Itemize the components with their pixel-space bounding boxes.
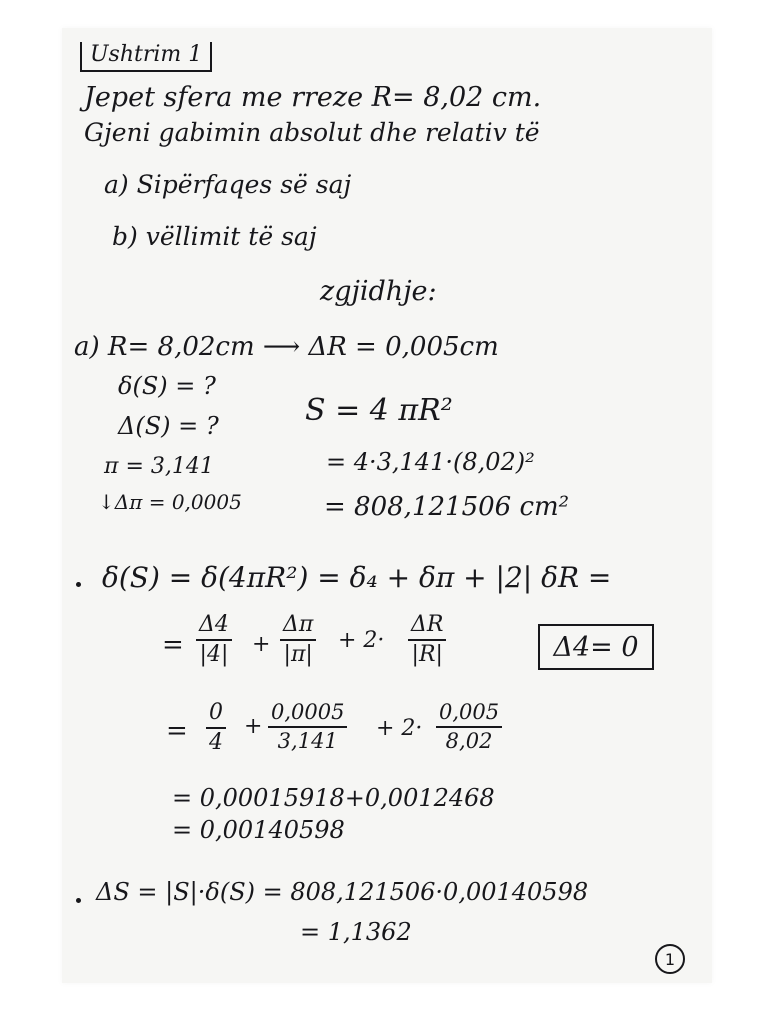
plus-sign: + — [252, 632, 271, 657]
fraction-numerator: 0,005 — [439, 700, 500, 724]
exercise-title: Ushtrim 1 — [80, 42, 212, 72]
absolute-error-unknown: Δ(S) = ? — [118, 412, 219, 440]
fraction-denominator: 8,02 — [445, 729, 493, 753]
surface-formula: S = 4 πR² — [305, 393, 453, 428]
relative-error-total: = 0,00140598 — [172, 816, 345, 844]
relative-error-line-1: δ(S) = δ(4πR²) = δ₄ + δπ + |2| δR = — [102, 561, 612, 594]
relative-error-sum: = 0,00015918+0,0012468 — [172, 784, 495, 812]
fraction-numerator: Δ4 — [199, 612, 229, 637]
plus-sign: + — [244, 714, 263, 739]
problem-item-a: a) Sipërfaqes së saj — [104, 170, 352, 199]
fraction-radius-error — [436, 702, 502, 752]
fraction-delta-r — [408, 614, 446, 666]
equals-sign: = — [162, 630, 184, 660]
bullet-dot — [76, 582, 81, 587]
fraction-denominator: |R| — [411, 642, 443, 667]
fraction-numerator: ΔR — [411, 612, 444, 637]
boxed-note: Δ4= 0 — [538, 624, 654, 670]
fraction-delta-pi — [280, 614, 316, 666]
pi-value: π = 3,141 — [104, 454, 214, 479]
absolute-error-result: = 1,1362 — [300, 918, 412, 946]
bullet-dot — [76, 898, 81, 903]
page-number: 1 — [655, 944, 685, 974]
two-times: + 2· — [338, 628, 385, 653]
surface-result: = 808,121506 cm² — [324, 492, 570, 522]
fraction-numerator: Δπ — [283, 612, 314, 637]
pi-error: ↓Δπ = 0,0005 — [98, 490, 242, 514]
two-times: + 2· — [376, 716, 423, 741]
equals-sign: = — [166, 716, 188, 746]
absolute-error-line-1: ΔS = |S|·δ(S) = 808,121506·0,00140598 — [96, 878, 589, 906]
fraction-pi-error — [268, 702, 347, 752]
fraction-delta-4 — [196, 614, 232, 666]
fraction-denominator: 4 — [209, 730, 223, 755]
problem-line-1: Jepet sfera me rreze R= 8,02 cm. — [84, 82, 542, 113]
given-radius-line: a) R= 8,02cm ⟶ ΔR = 0,005cm — [74, 332, 499, 362]
fraction-numerator: 0,0005 — [271, 700, 345, 724]
fraction-numerator: 0 — [209, 700, 223, 725]
fraction-denominator: |4| — [199, 642, 229, 667]
relative-error-unknown: δ(S) = ? — [118, 372, 216, 400]
fraction-denominator: |π| — [283, 642, 313, 667]
problem-line-2: Gjeni gabimin absolut dhe relativ të — [84, 118, 540, 147]
surface-substitution: = 4·3,141·(8,02)² — [326, 448, 535, 476]
problem-item-b: b) vëllimit të saj — [112, 222, 317, 251]
solution-heading: zgjidhje: — [320, 276, 437, 307]
fraction-denominator: 3,141 — [277, 729, 338, 753]
fraction-zero-over-four — [206, 702, 226, 754]
